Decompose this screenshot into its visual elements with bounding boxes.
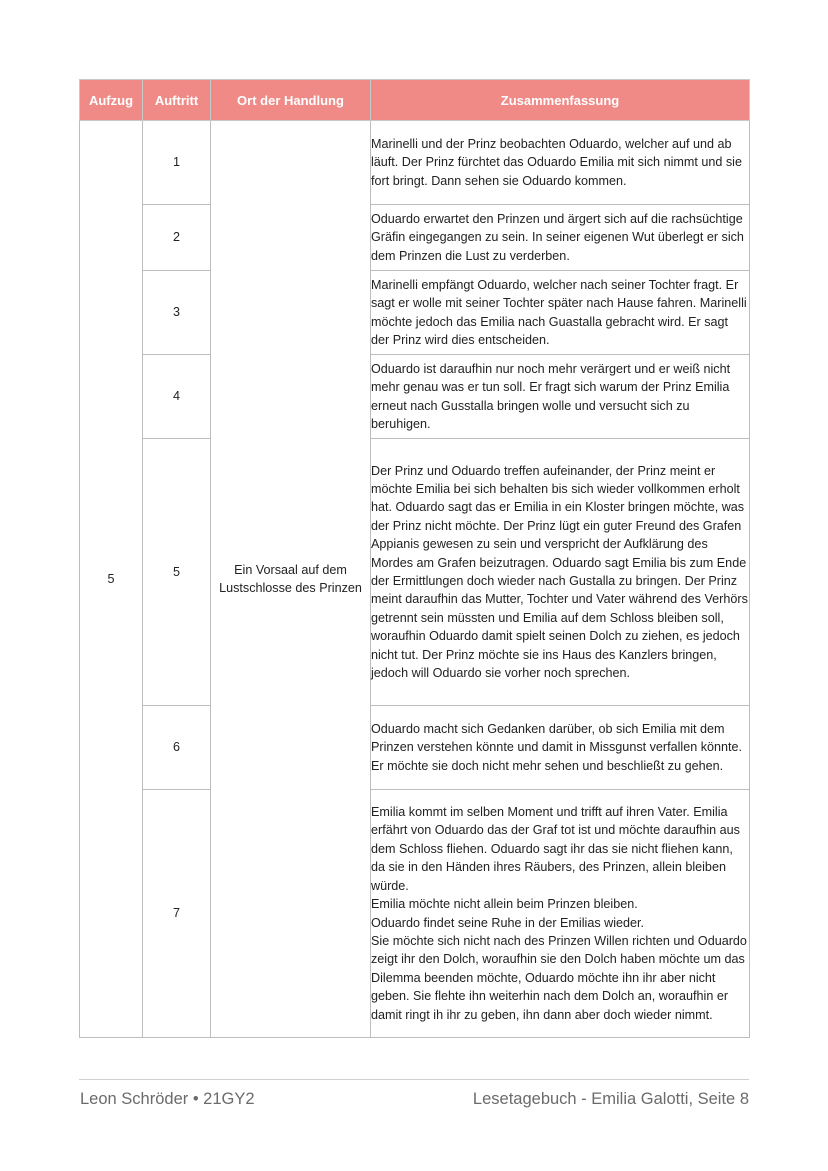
table-row (80, 706, 750, 790)
summary-line: Emilia kommt im selben Moment und trifft auf ihren Vater. Emilia erfährt von Oduardo das der Graf tot ist und möchte daraufhin aus dem Schloss fliehen. Oduardo sagt ihr das sie nicht fliehen kann, da sie in den Händen ihres Räubers, des Prinzen, allein bleiben würde. (371, 805, 740, 893)
auftritt-cell: 5 (143, 439, 211, 706)
table-row (80, 355, 750, 439)
header-aufzug: Aufzug (80, 80, 143, 121)
summary-cell: Oduardo erwartet den Prinzen und ärgert sich auf die rachsüchtige Gräfin eingegangen zu sein. In seiner eigenen Wut überlegt er sich dem Prinzen die Lust zu verderben. (371, 205, 750, 271)
summary-cell: Marinelli und der Prinz beobachten Oduardo, welcher auf und ab läuft. Der Prinz fürchtet das Oduardo Emilia mit sich nimmt und sie fort bringt. Dann sehen sie Oduardo kommen. (371, 121, 750, 205)
aufzug-cell: 5 (80, 121, 143, 1038)
table-row (80, 121, 750, 205)
footer-divider (79, 1079, 749, 1080)
footer-page-info: Lesetagebuch - Emilia Galotti, Seite 8 (472, 1090, 749, 1108)
auftritt-cell: 3 (143, 271, 211, 355)
summary-table (79, 79, 750, 1038)
summary-cell: Oduardo macht sich Gedanken darüber, ob sich Emilia mit dem Prinzen verstehen könnte und damit in Missgunst verfallen könnte. Er möchte sie doch nicht mehr sehen und beschließt zu gehen. (371, 706, 750, 790)
table-row (80, 205, 750, 271)
summary-cell: Oduardo ist daraufhin nur noch mehr verärgert und er weiß nicht mehr genau was er tun soll. Er fragt sich warum der Prinz Emilia erneut nach Gusstalla bringen wolle und versucht sich zu beruhigen. (371, 355, 750, 439)
header-ort: Ort der Handlung (211, 80, 371, 121)
summary-line: Emilia möchte nicht allein beim Prinzen bleiben. (371, 897, 638, 912)
footer-author: Leon Schröder • 21GY2 (80, 1090, 255, 1108)
summary-cell: Der Prinz und Oduardo treffen aufeinander, der Prinz meint er möchte Emilia bei sich behalten bis sich wieder vollkommen erholt hat. Oduardo sagt das er Emilia in ein Kloster bringen möchte, was der Prinz nicht möchte. Der Prinz lügt ein guter Freund des Grafen Appianis gewesen zu sein und verspricht der Aufklärung des Mordes am Grafen beizutragen. Oduardo sagt Emilia bis zum Ende der Ermittlungen doch wieder nach Gustalla zu bringen. Der Prinz meint daraufhin das Mutter, Tochter und Vater während des Verhörs getrennt sein müssten und Emilia auf dem Schloss bleiben soll, woraufhin Oduardo damit spielt seinen Dolch zu ziehen, es jedoch nicht tut. Der Prinz möchte sie ins Haus des Kanzlers bringen, jedoch will Oduardo sie vorher noch sprechen. (371, 439, 750, 706)
summary-cell: Marinelli empfängt Oduardo, welcher nach seiner Tochter fragt. Er sagt er wolle mit seiner Tochter später nach Hause fahren. Marinelli möchte jedoch das Emilia nach Guastalla gebracht wird. Er sagt der Prinz wird dies entscheiden. (371, 271, 750, 355)
ort-cell: Ein Vorsaal auf dem Lustschlosse des Prinzen (211, 121, 371, 1038)
table-row (80, 271, 750, 355)
table-row (80, 439, 750, 706)
summary-line: Oduardo findet seine Ruhe in der Emilias wieder. (371, 915, 645, 930)
summary-cell (371, 790, 750, 1038)
summary-line: Sie möchte sich nicht nach des Prinzen Willen richten und Oduardo zeigt ihr den Dolch, woraufhin sie den Dolch haben möchte um das Dilemma beenden möchte, Oduardo möchte ihn ihr aber nicht geben. Sie flehte ihn weiterhin nach dem Dolch an, woraufhin er damit ringt ih ihr zu geben, ihn dann aber doch wieder nimmt. (371, 933, 747, 1022)
auftritt-cell: 4 (143, 355, 211, 439)
table-header-row (80, 80, 750, 121)
auftritt-cell: 1 (143, 121, 211, 205)
auftritt-cell: 6 (143, 706, 211, 790)
auftritt-cell: 7 (143, 790, 211, 1038)
header-zusammenfassung: Zusammenfassung (371, 80, 750, 121)
auftritt-cell: 2 (143, 205, 211, 271)
table-row (80, 790, 750, 1038)
header-auftritt: Auftritt (143, 80, 211, 121)
